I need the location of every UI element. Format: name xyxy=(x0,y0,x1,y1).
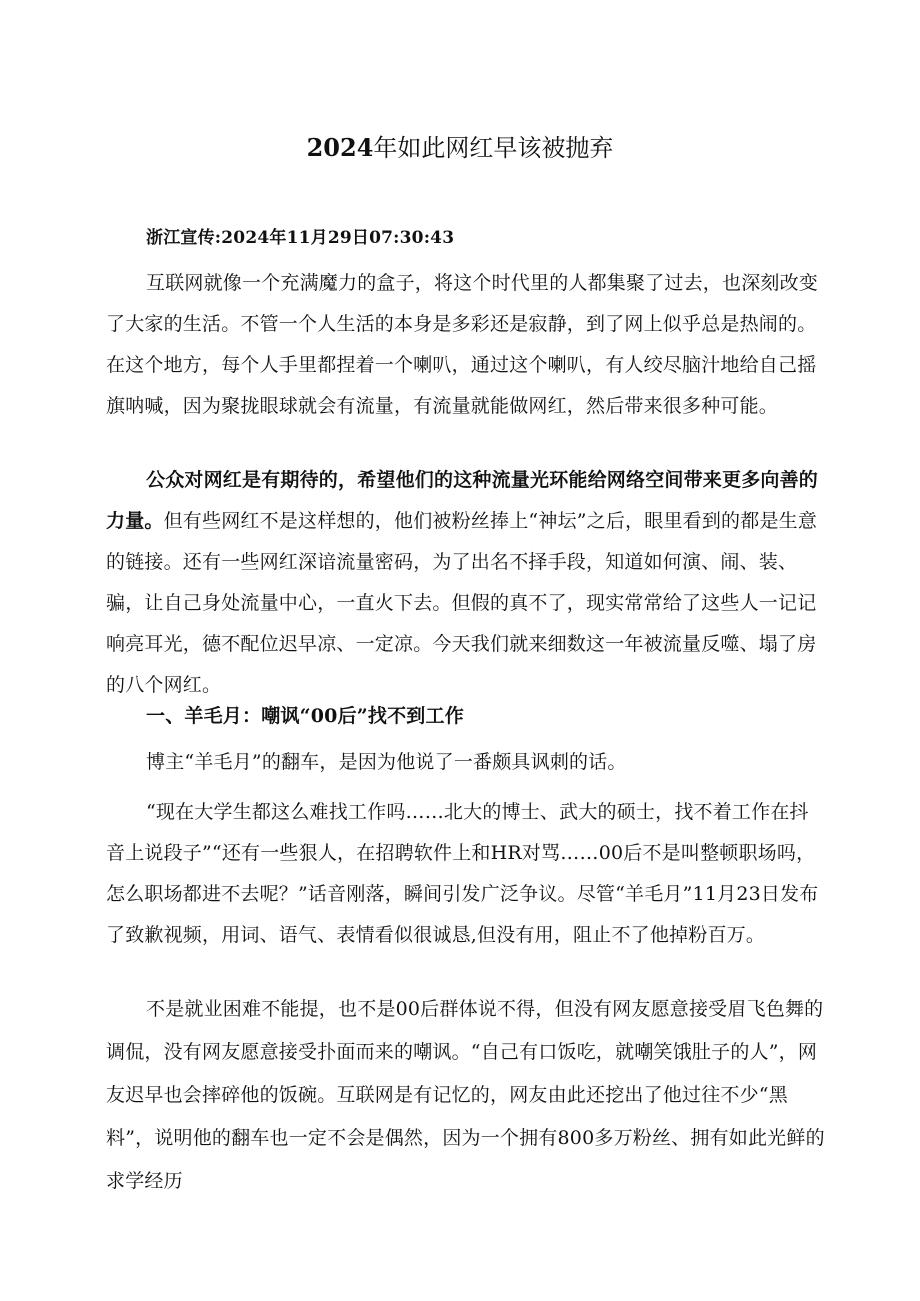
section-heading-1: 一、羊毛月：嘲讽“00后”找不到工作 xyxy=(146,705,464,727)
paragraph-2-bold: 公众对网红是有期待的，希望他们的这种流量光环能给网络空间带来更多向善的力量。 xyxy=(106,469,819,532)
paragraph-4: “现在大学生都这么难找工作吗……北大的博士、武大的硕士，找不着工作在抖音上说段子”“还有一些狠人，在招聘软件上和HR对骂……00后不是叫整顿职场吗，怎么职场都进不去呢？”话音刚落，瞬间引发广泛争议。尽管“羊毛月”11月23日发布了致歉视频，用词、语气、表情看似很诚恳,但没有用，阻止不了他掉粉百万。 xyxy=(106,801,819,946)
paragraph-2 xyxy=(106,460,826,706)
article-title xyxy=(0,128,920,168)
article-title-text: 年如此网红早该被抛弃 xyxy=(373,134,614,162)
paragraph-1: 互联网就像一个充满魔力的盒子，将这个时代里的人都集聚了过去，也深刻改变了大家的生活。不管一个人生活的本身是多彩还是寂静，到了网上似乎总是热闹的。在这个地方，每个人手里都捏着一个喇叭，通过这个喇叭，有人绞尽脑汁地给自己摇旗呐喊，因为聚拢眼球就会有流量，有流量就能做网红，然后带来很多种可能。 xyxy=(106,272,819,417)
paragraph-2-rest: 但有些网红不是这样想的，他们被粉丝捧上“神坛”之后，眼里看到的都是生意的链接。还有一些网红深谙流量密码，为了出名不择手段，知道如何演、闹、装、骗，让自己身处流量中心，一直火下去。但假的真不了，现实常常给了这些人一记记响亮耳光，德不配位迟早凉、一定凉。今天我们就来细数这一年被流量反噬、塌了房的八个网红。 xyxy=(106,510,818,696)
paragraph-3: 博主“羊毛月”的翻车，是因为他说了一番颇具讽刺的话。 xyxy=(146,751,627,773)
article-title-year: 2024 xyxy=(306,133,374,162)
article-byline: 浙江宣传:2024年11月29日07:30:43 xyxy=(146,228,455,248)
paragraph-5: 不是就业困难不能提，也不是00后群体说不得，但没有网友愿意接受眉飞色舞的调侃，没有网友愿意接受扑面而来的嘲讽。“自己有口饭吃，就嘲笑饿肚子的人”，网友迟早也会摔碎他的饭碗。互联网是有记忆的，网友由此还挖出了他过往不少“黑料”，说明他的翻车也一定不会是偶然，因为一个拥有800多万粉丝、拥有如此光鲜的求学经历 xyxy=(106,998,825,1192)
